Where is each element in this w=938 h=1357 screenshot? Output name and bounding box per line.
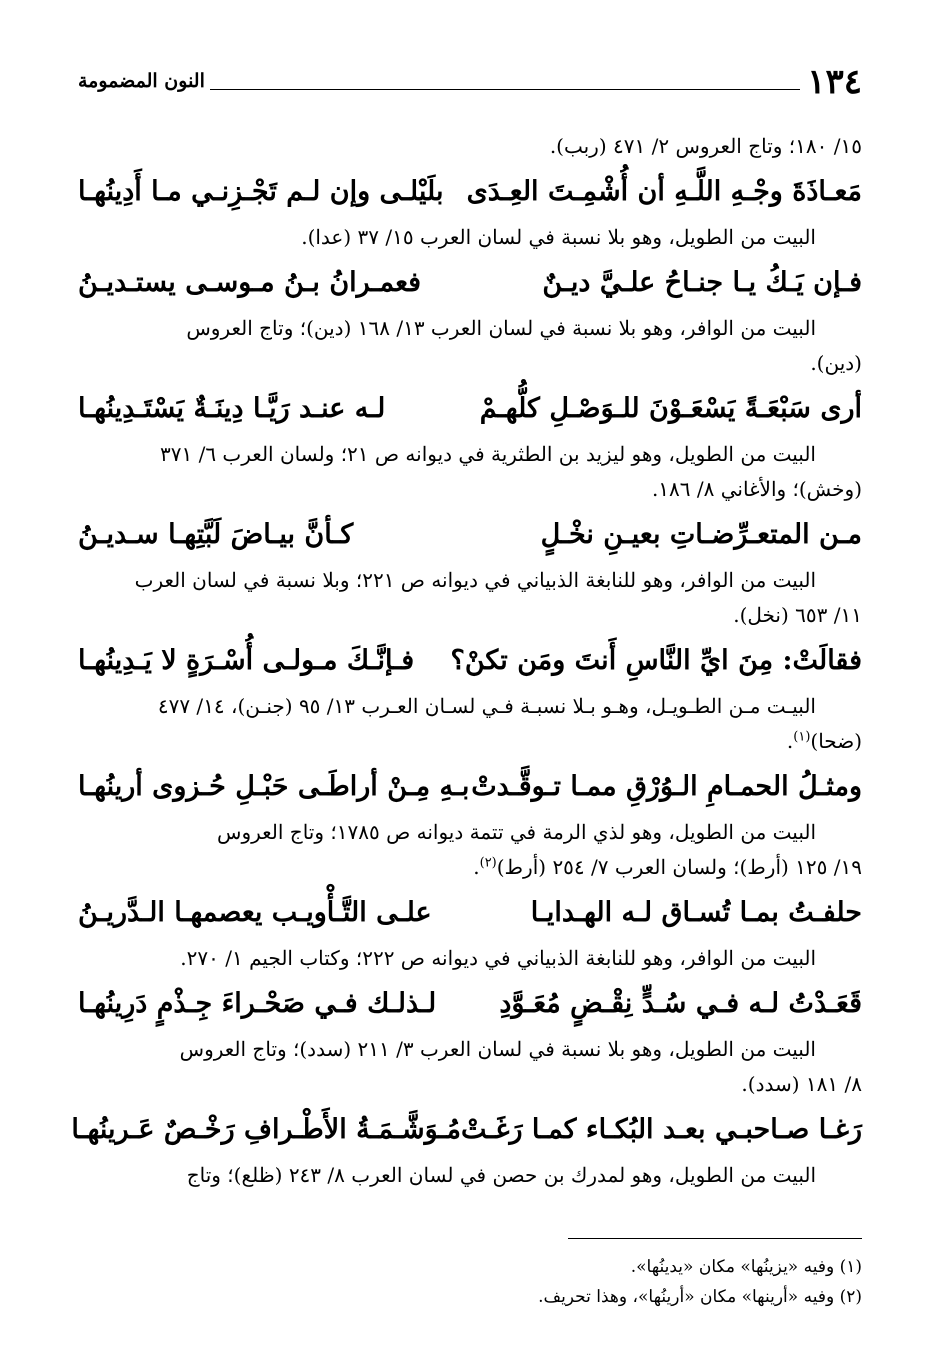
citation-end: . [473, 855, 480, 879]
verse-first-hemistich: رَغـا صـاحبـي بعـد البُكـاء كمـا رَغَـتْ [460, 1114, 862, 1145]
verse-citation-continued: (وخش)؛ والأغاني ٨/ ١٨٦. [651, 477, 862, 501]
header-rule [210, 89, 800, 90]
verse-citation: البيت من الطويل، وهو بلا نسبة في لسان العرب ٣/ ٢١١ (سدد)؛ وتاج العروس [179, 1037, 816, 1061]
verse-citation: البيت من الوافر، وهو بلا نسبة في لسان العرب ١٣/ ١٦٨ (دين)؛ وتاج العروس [186, 316, 816, 340]
verse-first-hemistich: حلفـتُ بمـا تُسـاق لـه الهـدايـا [530, 897, 862, 928]
verse-first-hemistich: مَعـاذَةَ وجْـهِ اللَّـهِ أن أُشْمِـتَ العِـدَى [466, 176, 862, 207]
verse-first-hemistich: قَعَـدْتُ لـه فـي سُـدٍّ نِقْـضٍ مُعَـوَّدِ [499, 988, 862, 1019]
verse-second-hemistich: كـأنَّ بيـاضَ لَبَّتِهـا سـديـنُ [78, 519, 354, 550]
verse-citation-continued [78, 849, 862, 886]
citation-text: (ضحا) [810, 729, 862, 753]
verse-second-hemistich: علـى التَّـأْويـب يعصمهـا الـدَّريـنُ [78, 897, 432, 928]
verse-citation: البيت من الطويل، وهو لمدرك بن حصن في لسان العرب ٨/ ٢٤٣ (ظلع)؛ وتاج [186, 1163, 816, 1187]
verse-first-hemistich: فـإن يَـكُ يـا جنـاحُ علـيَّ ديـنٌ [542, 267, 862, 298]
citation-text: ١٩/ ١٢٥ (أرط)؛ ولسان العرب ٧/ ٢٥٤ (أرط) [496, 855, 862, 879]
verse-citation: البيت من الطويل، وهو ليزيد بن الطثرية في ديوانه ص ٢١؛ ولسان العرب ٦/ ٣٧١ [159, 442, 816, 466]
verse-second-hemistich: لـه عنـد رَيَّـا دِينَـةٌ يَسْتَـدِينُهـا [78, 393, 386, 424]
verse-citation-continued: (دين). [810, 351, 862, 375]
page-header [78, 62, 862, 102]
verse-first-hemistich: ومثـلُ الحمـامِ الـوُرْقِ ممـا تـوقَّـدتْ [471, 771, 862, 802]
verse-second-hemistich: بـهِ مِـنْ أراطَـى حَبْـلِ حُـزوى أرينُهـا [78, 771, 470, 802]
footnote-rule [568, 1238, 862, 1239]
footnote-reference[interactable]: (٢) [479, 855, 497, 871]
verse-line [78, 977, 862, 1031]
footnote-2: (٢) وفيه «أرينها» مكان «أرينُها»، وهذا تحريف. [538, 1287, 862, 1307]
verse-second-hemistich: بلَيْلـى وإن لـم تَجْـزِنـي مـا أَدِينُهـا [78, 176, 444, 207]
verse-citation-continued: ٨/ ١٨١ (سدد). [741, 1072, 862, 1096]
verse-line [78, 165, 862, 219]
verse-second-hemistich: مُـوَشَّـمَـةُ الأَطْـرافِ رَخْـصٌ عَـرينُهـا [71, 1114, 461, 1145]
verse-line [78, 508, 862, 562]
footnotes [78, 1252, 862, 1312]
verse-line [78, 256, 862, 310]
verse-citation: البيت من الطويل، وهو لذي الرمة في تتمة ديوانه ص ١٧٨٥؛ وتاج العروس [217, 820, 816, 844]
verse-citation: البيت من الطويل، وهو بلا نسبة في لسان العرب ١٥/ ٣٧ (عدا). [301, 225, 816, 249]
continued-citation: ١٥/ ١٨٠؛ وتاج العروس ٢/ ٤٧١ (ربب). [549, 134, 862, 158]
verse-second-hemistich: فعمـرانُ بـنُ مـوسـى يستـديـنُ [78, 267, 422, 298]
verse-second-hemistich: لـذلـك فـي صَحْـراءَ جِـذْمٍ دَرِينُهـا [78, 988, 437, 1019]
footnote-1: (١) وفيه «يزينُها» مكان «يدينُها». [630, 1257, 862, 1277]
verse-line [78, 886, 862, 940]
verse-first-hemistich: مـن المتعـرِّضـاتِ بعيـنِ نخْـلٍ [540, 519, 862, 550]
page-number: ١٣٤ [807, 62, 862, 102]
verse-second-hemistich: فـإنَّـكَ مـولـى أُسْـرَةٍ لا يَـدِينُهـا [78, 645, 415, 676]
footnote-reference[interactable]: (١) [793, 729, 811, 745]
verse-line [71, 1103, 862, 1157]
citation-end: . [786, 729, 794, 753]
verse-citation-continued: ١١/ ٦٥٣ (نخل). [733, 603, 862, 627]
verse-citation: البيت من الوافر، وهو للنابغة الذبياني في ديوانه ص ٢٢١؛ وبلا نسبة في لسان العرب [134, 568, 816, 592]
verse-line [78, 634, 862, 688]
running-title: النون المضمومة [78, 70, 205, 92]
verse-first-hemistich: فقالَتْ: مِنَ ايِّ النَّاسِ أَنتَ ومَن تكنْ؟ [450, 645, 862, 676]
page-body [71, 128, 862, 1194]
verse-citation-continued [78, 723, 862, 760]
verse-line [78, 382, 862, 436]
verse-citation: البيت من الوافر، وهو للنابغة الذبياني في ديوانه ص ٢٢٢؛ وكتاب الجيم ١/ ٢٧٠. [180, 946, 816, 970]
verse-first-hemistich: أرى سَبْعَـةً يَسْعَـوْنَ للـوَصْـلِ كلُّهـمْ [479, 393, 862, 424]
verse-line [78, 760, 862, 814]
verse-citation: البيـت مـن الطـويـل، وهـو بـلا نسبـة فـي لسـان العـرب ١٣/ ٩٥ (جنـن)، ١٤/ ٤٧٧ [157, 694, 816, 718]
